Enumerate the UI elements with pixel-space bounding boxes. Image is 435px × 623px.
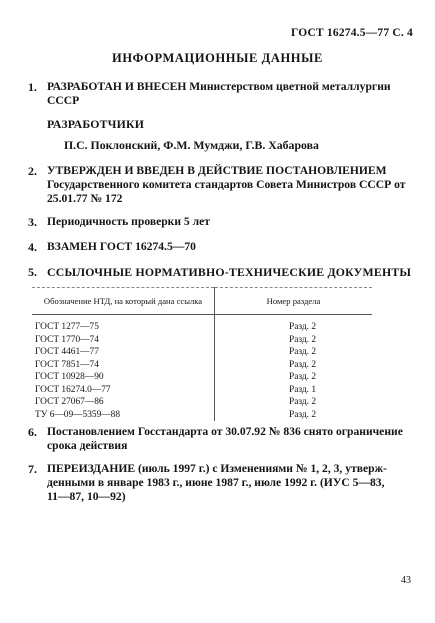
table-cell-document: ГОСТ 7851—74 xyxy=(32,359,215,372)
table-cell-document: ГОСТ 27067—86 xyxy=(32,396,215,409)
table-cell-section: Разд. 2 xyxy=(289,372,317,382)
developers-heading: РАЗРАБОТЧИКИ xyxy=(47,117,145,131)
table-cell-section: Разд. 1 xyxy=(289,384,317,395)
item-5-text: ССЫЛОЧНЫЕ НОРМАТИВНО-ТЕХНИЧЕСКИЕ ДОКУМЕНТЫ xyxy=(47,265,412,279)
item-7-number: 7. xyxy=(28,462,37,476)
table-row xyxy=(32,371,372,384)
table-row xyxy=(32,334,372,347)
table-row xyxy=(32,396,372,409)
item-2-text: УТВЕРЖДЕН И ВВЕДЕН В ДЕЙСТВИЕ ПОСТАНОВЛЕНИЕМ Государственного комитета стандартов Совета Министров СССР от 25.01.77 № 172 xyxy=(47,164,406,205)
table-cell-document: ГОСТ 16274.0—77 xyxy=(32,384,215,397)
page-header: ГОСТ 16274.5—77 С. 4 xyxy=(290,27,413,39)
table-cell-section: Разд. 2 xyxy=(289,359,317,370)
item-1-text: РАЗРАБОТАН И ВНЕСЕН Министерством цветной металлургии СССР xyxy=(47,80,391,107)
table-cell-section: Разд. 2 xyxy=(289,397,317,407)
item-3-number: 3. xyxy=(28,215,37,229)
table-cell-section: Разд. 2 xyxy=(289,347,317,357)
table-row xyxy=(32,359,372,372)
item-1-number: 1. xyxy=(28,80,37,94)
table-cell-document: ГОСТ 1770—74 xyxy=(32,334,215,347)
item-6-text: Постановлением Госстандарта от 30.07.92 № 836 снято ограничение срока действия xyxy=(47,425,403,452)
table-cell-section: Разд. 2 xyxy=(289,334,317,345)
table-cell-document: ТУ 6—09—5359—88 xyxy=(32,409,215,422)
column-header-section: Номер раздела xyxy=(266,296,321,306)
item-2-number: 2. xyxy=(28,164,37,178)
table-cell-section: Разд. 2 xyxy=(289,409,317,420)
table-row xyxy=(32,346,372,359)
item-4-number: 4. xyxy=(28,240,37,254)
page-number: 43 xyxy=(401,575,411,586)
table-cell-document: ГОСТ 1277—75 xyxy=(32,315,215,334)
item-5-number: 5. xyxy=(28,265,37,279)
developers-names: П.С. Поклонский, Ф.М. Мумджи, Г.В. Хабарова xyxy=(64,138,319,152)
item-7-text: ПЕРЕИЗДАНИЕ (июль 1997 г.) с Изменениями № 1, 2, 3, утверж- денными в январе 1983 г., июне 1987 г., июле 1992 г. (ИУС 5—83, 11—87, 10—92) xyxy=(47,462,387,503)
item-6-number: 6. xyxy=(28,425,37,439)
table-cell-document: ГОСТ 10928—90 xyxy=(32,371,215,384)
table-row xyxy=(32,384,372,397)
column-header-document: Обозначение НТД, на который дана ссылка xyxy=(32,288,215,315)
item-4-text: ВЗАМЕН ГОСТ 16274.5—70 xyxy=(47,240,196,253)
table-cell-section: Разд. 2 xyxy=(289,322,317,332)
references-table xyxy=(32,287,372,421)
table-cell-document: ГОСТ 4461—77 xyxy=(32,346,215,359)
table-row xyxy=(32,409,372,422)
section-title: ИНФОРМАЦИОННЫЕ ДАННЫЕ xyxy=(112,51,323,65)
table-header-row xyxy=(32,288,372,315)
item-3-text: Периодичность проверки 5 лет xyxy=(47,215,210,228)
table-row xyxy=(32,315,372,334)
